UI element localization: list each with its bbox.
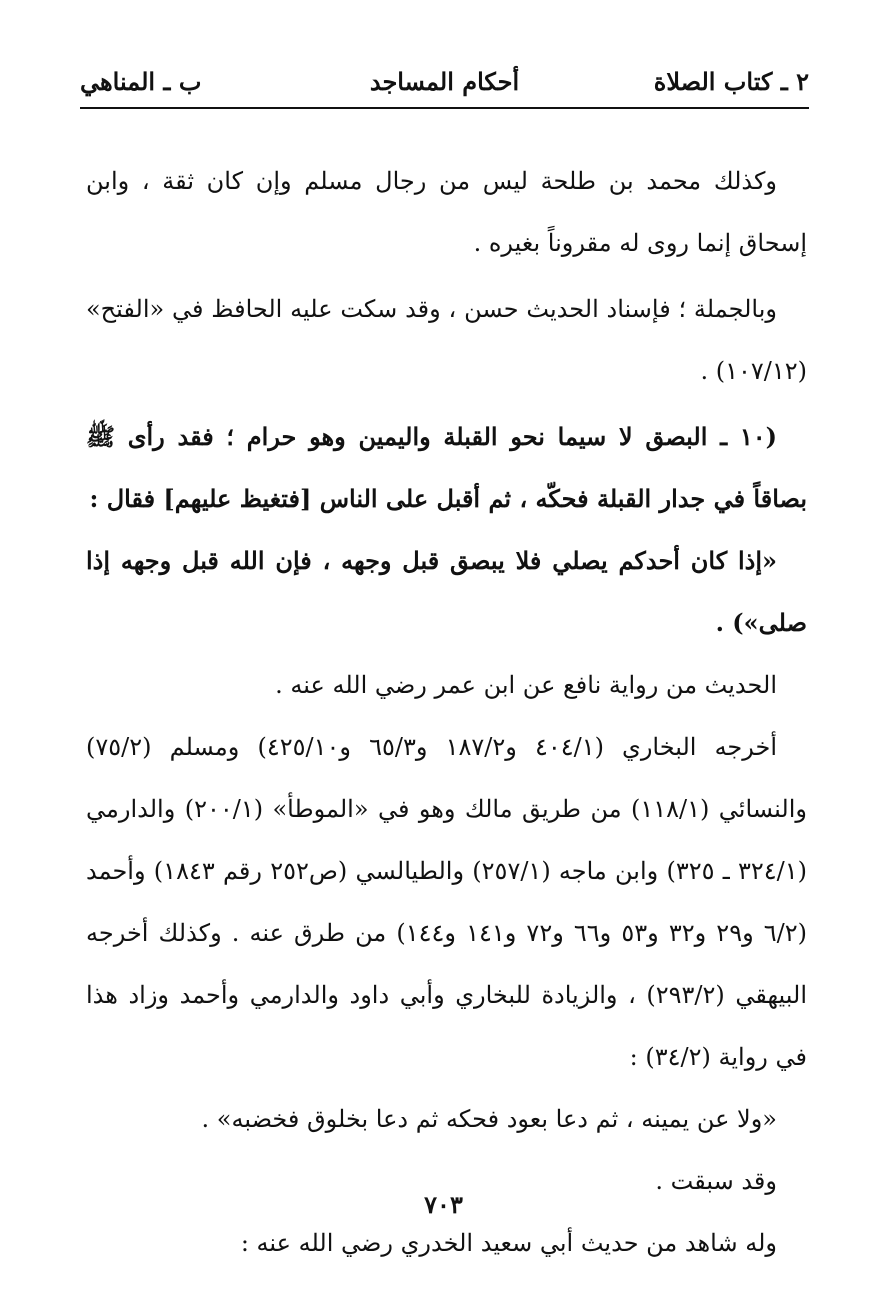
header-divider <box>80 107 809 109</box>
running-header <box>80 64 809 104</box>
paragraph-8: وقد سبقت . <box>655 1167 777 1195</box>
paragraph-1: وكذلك محمد بن طلحة ليس من رجال مسلم وإن كان ثقة ، وابن إسحاق إنما روى له مقروناً بغيره . <box>86 167 807 257</box>
paragraph-3-rule-heading: (١٠ ـ البصق لا سيما نحو القبلة واليمين وهو حرام ؛ فقد رأى ﷺ بصاقاً في جدار القبلة فحكّه ، ثم أقبل على الناس [فتغيظ عليهم] فقال : <box>86 422 807 513</box>
paragraph-4-hadith-text: «إذا كان أحدكم يصلي فلا يبصق قبل وجهه ، فإن الله قبل وجهه إذا صلى») . <box>86 546 807 637</box>
paragraph-6-takhrij: أخرجه البخاري (٤٠٤/١ و١٨٧/٢ و٦٥/٣ و٤٢٥/١٠) ومسلم (٧٥/٢) والنسائي (١١٨/١) من طريق مالك وهو في «الموطأ» (٢٠٠/١) والدارمي (٣٢٤/١ ـ ٣٢٥) وابن ماجه (٢٥٧/١) والطيالسي (ص٢٥٢ رقم ١٨٤٣) وأحمد (٦/٢ و٢٩ و٣٢ و٥٣ و٦٦ و٧٢ و١٤١ و١٤٤) من طرق عنه . وكذلك أخرجه البيهقي (٢٩٣/٢) ، والزيادة للبخاري وأبي داود والدارمي وأحمد وزاد هذا في رواية (٣٤/٢) : <box>86 733 808 1071</box>
page-body <box>86 150 807 1274</box>
paragraph-2: وبالجملة ؛ فإسناد الحديث حسن ، وقد سكت عليه الحافظ في «الفتح» (١٠٧/١٢) . <box>86 295 807 385</box>
paragraph-5: الحديث من رواية نافع عن ابن عمر رضي الله عنه . <box>275 671 777 699</box>
paragraph-7-quote: «ولا عن يمينه ، ثم دعا بعود فحكه ثم دعا بخلوق فخضبه» . <box>201 1105 777 1133</box>
header-subsection: ب ـ المناهي <box>80 67 202 96</box>
paragraph-9: وله شاهد من حديث أبي سعيد الخدري رضي الله عنه : <box>240 1229 777 1257</box>
page-number: ٧٠٣ <box>424 1190 463 1219</box>
header-chapter: ٢ ـ كتاب الصلاة <box>653 67 809 96</box>
header-section-title: أحكام المساجد <box>369 67 520 96</box>
